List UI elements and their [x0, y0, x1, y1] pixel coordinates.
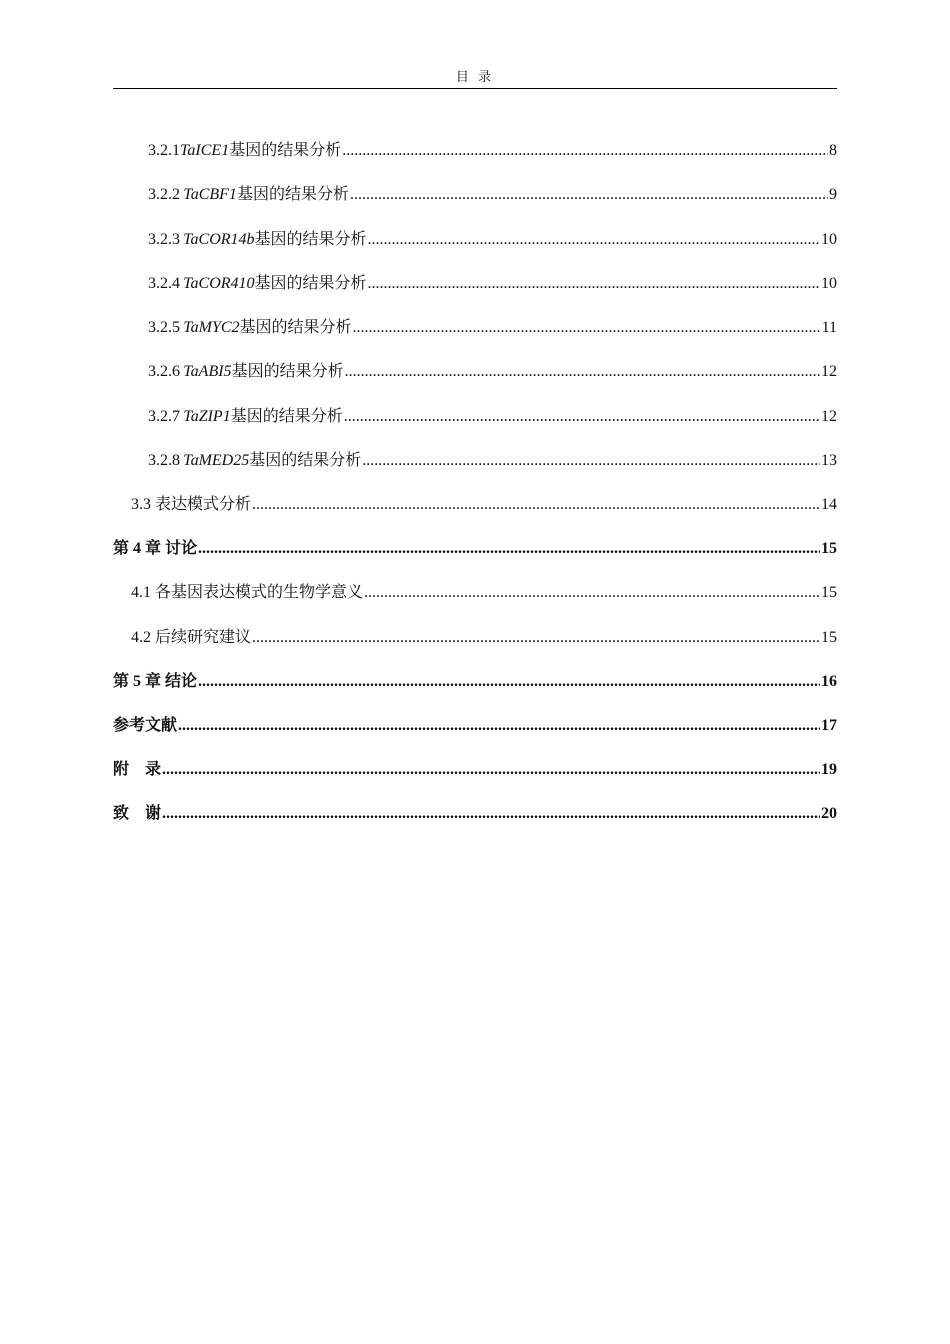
toc-number: 3.2.1: [148, 142, 180, 159]
toc-page-number: 15: [821, 584, 837, 601]
toc-gene-name: TaCOR410: [183, 275, 255, 292]
toc-leader-dots: [364, 583, 820, 603]
toc-text: 基因的结果分析: [254, 231, 367, 248]
toc-number: 3.2.5: [148, 319, 180, 336]
toc-number: 3.2.7: [148, 408, 180, 425]
toc-text: 附 录: [113, 761, 162, 778]
page-header: [113, 68, 837, 89]
toc-page-number: 19: [821, 761, 837, 778]
toc-page-number: 12: [821, 408, 837, 425]
toc-page-number: 11: [821, 319, 837, 336]
toc-page-number: 10: [821, 231, 837, 248]
toc-entry-chapter-4[interactable]: [113, 535, 837, 559]
toc-text: 第 5 章 结论: [113, 673, 198, 690]
toc-text: 基因的结果分析: [249, 452, 362, 469]
toc-text: 参考文献: [113, 717, 178, 734]
toc-page-number: 17: [821, 717, 837, 734]
toc-entry-chapter-5[interactable]: [113, 668, 837, 692]
toc-leader-dots: [368, 274, 820, 294]
toc-gene-name: TaICE1: [180, 142, 230, 159]
toc-entry-3-2-6[interactable]: [113, 358, 837, 382]
toc-entry-3-3[interactable]: [113, 491, 837, 515]
toc-entry-acknowledgements[interactable]: [113, 800, 837, 824]
toc-page-number: 15: [821, 629, 837, 646]
toc-number: 3.2.8: [148, 452, 180, 469]
toc-gene-name: TaZIP1: [183, 408, 231, 425]
toc-page-number: 9: [829, 186, 837, 203]
toc-leader-dots: [198, 672, 820, 692]
toc-leader-dots: [252, 628, 820, 648]
toc-leader-dots: [344, 407, 820, 427]
toc-gene-name: TaCBF1: [183, 186, 237, 203]
toc-leader-dots: [353, 318, 821, 338]
toc-leader-dots: [178, 716, 820, 736]
toc-entry-3-2-8[interactable]: [113, 447, 837, 471]
toc-entry-4-2[interactable]: [113, 624, 837, 648]
toc-text: 基因的结果分析: [239, 319, 352, 336]
header-title: 目 录: [455, 69, 495, 84]
toc-page-number: 13: [821, 452, 837, 469]
toc-gene-name: TaMED25: [183, 452, 250, 469]
toc-text: 基因的结果分析: [254, 275, 367, 292]
toc-leader-dots: [345, 362, 820, 382]
toc-gene-name: TaCOR14b: [183, 231, 255, 248]
toc-entry-appendix[interactable]: [113, 756, 837, 780]
toc-page-number: 14: [821, 496, 837, 513]
toc-number: 3.2.4: [148, 275, 180, 292]
toc-leader-dots: [350, 185, 828, 205]
toc-leader-dots: [198, 539, 820, 559]
toc-number: 3.2.3: [148, 231, 180, 248]
toc-text: 3.3 表达模式分析: [131, 496, 252, 513]
toc-leader-dots: [342, 141, 828, 161]
toc-text: 基因的结果分析: [231, 363, 344, 380]
toc-number: 3.2.2: [148, 186, 180, 203]
toc-entry-3-2-7[interactable]: [113, 403, 837, 427]
toc-text: 基因的结果分析: [230, 408, 343, 425]
toc-gene-name: TaABI5: [183, 363, 232, 380]
toc-entry-references[interactable]: [113, 712, 837, 736]
toc-page-number: 12: [821, 363, 837, 380]
toc-entry-4-1[interactable]: [113, 579, 837, 603]
toc-page-number: 16: [821, 673, 837, 690]
toc-leader-dots: [362, 451, 820, 471]
toc-text: 第 4 章 讨论: [113, 540, 198, 557]
toc-entry-3-2-1[interactable]: [113, 137, 837, 161]
toc-text: 4.2 后续研究建议: [131, 629, 252, 646]
toc-text: 基因的结果分析: [229, 142, 342, 159]
toc-entry-3-2-3[interactable]: [113, 226, 837, 250]
toc-number: 3.2.6: [148, 363, 180, 380]
toc-page-number: 10: [821, 275, 837, 292]
toc-page-number: 15: [821, 540, 837, 557]
toc-text: 4.1 各基因表达模式的生物学意义: [131, 584, 364, 601]
toc-text: 致 谢: [113, 805, 162, 822]
toc-leader-dots: [368, 230, 820, 250]
toc-leader-dots: [162, 760, 820, 780]
toc-entry-3-2-4[interactable]: [113, 270, 837, 294]
toc-entry-3-2-5[interactable]: [113, 314, 837, 338]
toc-leader-dots: [252, 495, 820, 515]
toc-text: 基因的结果分析: [236, 186, 349, 203]
toc-page-number: 20: [821, 805, 837, 822]
toc-entry-3-2-2[interactable]: [113, 181, 837, 205]
toc-gene-name: TaMYC2: [183, 319, 240, 336]
toc-leader-dots: [162, 804, 820, 824]
toc-page-number: 8: [829, 142, 837, 159]
